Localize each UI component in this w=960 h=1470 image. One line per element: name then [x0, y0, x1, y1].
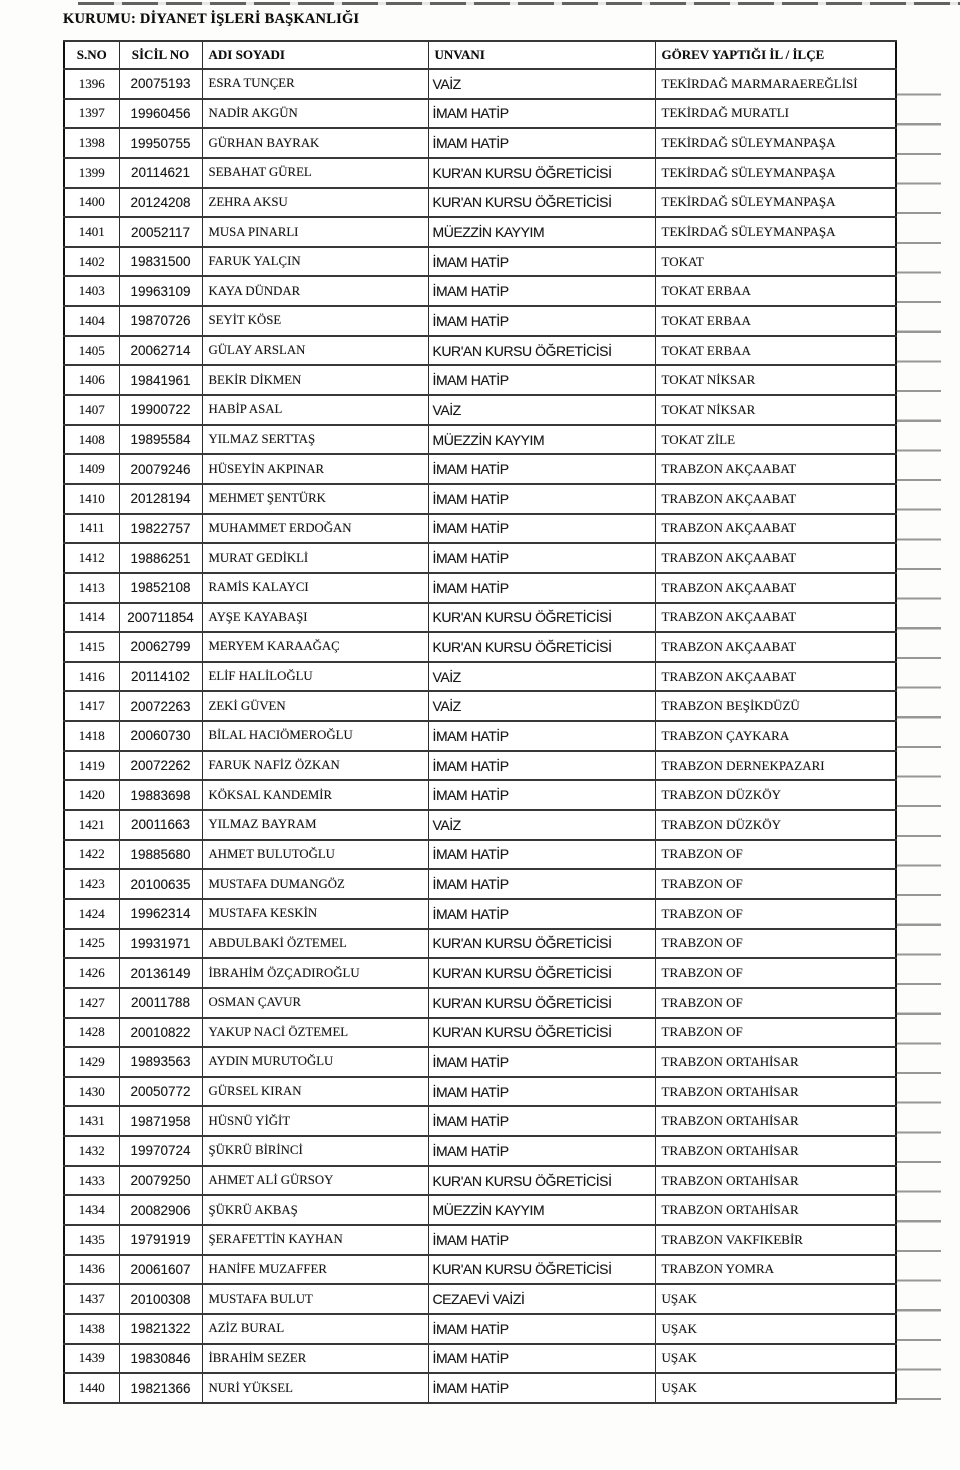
cell-sicil-no: 19886251	[119, 543, 202, 573]
cell-adi-soyadi: GÜRSEL KIRAN	[202, 1077, 428, 1107]
column-header-unvani: UNVANI	[428, 41, 655, 69]
cell-sno: 1424	[64, 899, 119, 929]
cell-unvani: İMAM HATİP	[428, 840, 655, 870]
cell-sno: 1414	[64, 603, 119, 633]
cell-unvani: KUR'AN KURSU ÖĞRETİCİSİ	[428, 188, 655, 218]
cell-sno: 1403	[64, 276, 119, 306]
cell-sno: 1422	[64, 840, 119, 870]
cell-adi-soyadi: KAYA DÜNDAR	[202, 276, 428, 306]
cell-sicil-no: 20072262	[119, 751, 202, 781]
cell-sicil-no: 19960456	[119, 99, 202, 129]
cell-sicil-no: 19893563	[119, 1047, 202, 1077]
cell-gorev-il-ilce: TOKAT ERBAA	[655, 276, 896, 306]
cell-sno: 1420	[64, 780, 119, 810]
cell-unvani: KUR'AN KURSU ÖĞRETİCİSİ	[428, 603, 655, 633]
cell-unvani: KUR'AN KURSU ÖĞRETİCİSİ	[428, 158, 655, 188]
table-row	[64, 543, 896, 573]
cell-sicil-no: 20100635	[119, 869, 202, 899]
cell-gorev-il-ilce: TOKAT ZİLE	[655, 425, 896, 455]
cell-unvani: İMAM HATİP	[428, 1077, 655, 1107]
cell-sno: 1417	[64, 691, 119, 721]
cell-gorev-il-ilce: TRABZON YOMRA	[655, 1255, 896, 1285]
cell-gorev-il-ilce: TRABZON VAKFIKEBİR	[655, 1225, 896, 1255]
cell-sno: 1398	[64, 128, 119, 158]
cell-gorev-il-ilce: TRABZON DÜZKÖY	[655, 780, 896, 810]
cell-adi-soyadi: KÖKSAL KANDEMİR	[202, 780, 428, 810]
cell-unvani: İMAM HATİP	[428, 306, 655, 336]
cell-sno: 1411	[64, 514, 119, 544]
table-row	[64, 1344, 896, 1374]
table-row	[64, 158, 896, 188]
cell-adi-soyadi: NURİ YÜKSEL	[202, 1373, 428, 1403]
table-row	[64, 840, 896, 870]
table-row	[64, 573, 896, 603]
cell-unvani: KUR'AN KURSU ÖĞRETİCİSİ	[428, 1166, 655, 1196]
cell-sno: 1410	[64, 484, 119, 514]
cell-unvani: MÜEZZİN KAYYIM	[428, 425, 655, 455]
cell-sicil-no: 20061607	[119, 1255, 202, 1285]
cell-unvani: İMAM HATİP	[428, 543, 655, 573]
cell-sno: 1426	[64, 958, 119, 988]
cell-sno: 1405	[64, 336, 119, 366]
cell-gorev-il-ilce: TRABZON AKÇAABAT	[655, 662, 896, 692]
personnel-table	[63, 40, 897, 1404]
cell-sicil-no: 19900722	[119, 395, 202, 425]
cell-adi-soyadi: ZEKİ GÜVEN	[202, 691, 428, 721]
cell-gorev-il-ilce: TOKAT ERBAA	[655, 336, 896, 366]
cell-sno: 1406	[64, 365, 119, 395]
cell-sicil-no: 19871958	[119, 1106, 202, 1136]
cell-unvani: MÜEZZİN KAYYIM	[428, 217, 655, 247]
cell-unvani: İMAM HATİP	[428, 899, 655, 929]
cell-sno: 1412	[64, 543, 119, 573]
cell-gorev-il-ilce: TRABZON ORTAHİSAR	[655, 1106, 896, 1136]
table-row	[64, 276, 896, 306]
cell-gorev-il-ilce: TRABZON ORTAHİSAR	[655, 1195, 896, 1225]
table-row	[64, 395, 896, 425]
table-row	[64, 751, 896, 781]
cell-unvani: KUR'AN KURSU ÖĞRETİCİSİ	[428, 632, 655, 662]
cell-adi-soyadi: FARUK NAFİZ ÖZKAN	[202, 751, 428, 781]
cell-adi-soyadi: ZEHRA AKSU	[202, 188, 428, 218]
column-header-adi-soyadi: ADI SOYADI	[202, 41, 428, 69]
cell-unvani: KUR'AN KURSU ÖĞRETİCİSİ	[428, 958, 655, 988]
cell-gorev-il-ilce: TRABZON ORTAHİSAR	[655, 1166, 896, 1196]
column-header-gorev-il-ilce: GÖREV YAPTIĞI İL / İLÇE	[655, 41, 896, 69]
cell-sno: 1436	[64, 1255, 119, 1285]
cell-gorev-il-ilce: TRABZON OF	[655, 988, 896, 1018]
cell-sno: 1440	[64, 1373, 119, 1403]
table-row	[64, 899, 896, 929]
cell-sicil-no: 19870726	[119, 306, 202, 336]
cell-unvani: KUR'AN KURSU ÖĞRETİCİSİ	[428, 1018, 655, 1048]
cell-gorev-il-ilce: UŞAK	[655, 1373, 896, 1403]
cell-sno: 1400	[64, 188, 119, 218]
table-row	[64, 484, 896, 514]
cell-gorev-il-ilce: TEKİRDAĞ SÜLEYMANPAŞA	[655, 188, 896, 218]
table-row	[64, 780, 896, 810]
cell-adi-soyadi: SEBAHAT GÜREL	[202, 158, 428, 188]
cell-sicil-no: 19895584	[119, 425, 202, 455]
table-row	[64, 662, 896, 692]
table-row	[64, 514, 896, 544]
cell-gorev-il-ilce: TRABZON ÇAYKARA	[655, 721, 896, 751]
cell-adi-soyadi: SEYİT KÖSE	[202, 306, 428, 336]
table-row	[64, 1018, 896, 1048]
cell-gorev-il-ilce: TRABZON DERNEKPAZARI	[655, 751, 896, 781]
cell-gorev-il-ilce: UŞAK	[655, 1344, 896, 1374]
cell-adi-soyadi: AZİZ BURAL	[202, 1314, 428, 1344]
cell-sno: 1428	[64, 1018, 119, 1048]
cell-sicil-no: 19841961	[119, 365, 202, 395]
cell-sicil-no: 20010822	[119, 1018, 202, 1048]
table-row	[64, 188, 896, 218]
table-row	[64, 1314, 896, 1344]
cell-sicil-no: 20136149	[119, 958, 202, 988]
cell-sno: 1421	[64, 810, 119, 840]
cell-sicil-no: 19885680	[119, 840, 202, 870]
cell-sno: 1423	[64, 869, 119, 899]
cell-gorev-il-ilce: TRABZON AKÇAABAT	[655, 603, 896, 633]
cell-gorev-il-ilce: UŞAK	[655, 1284, 896, 1314]
cell-unvani: KUR'AN KURSU ÖĞRETİCİSİ	[428, 1255, 655, 1285]
cell-sno: 1409	[64, 454, 119, 484]
cell-sno: 1418	[64, 721, 119, 751]
cell-sicil-no: 19791919	[119, 1225, 202, 1255]
table-row	[64, 1373, 896, 1403]
cell-adi-soyadi: YILMAZ SERTTAŞ	[202, 425, 428, 455]
table-row	[64, 810, 896, 840]
cell-unvani: İMAM HATİP	[428, 1344, 655, 1374]
cell-gorev-il-ilce: TRABZON AKÇAABAT	[655, 543, 896, 573]
cell-sicil-no: 19821366	[119, 1373, 202, 1403]
cell-sno: 1427	[64, 988, 119, 1018]
cell-sicil-no: 20114102	[119, 662, 202, 692]
table-row	[64, 958, 896, 988]
cell-unvani: İMAM HATİP	[428, 454, 655, 484]
cell-adi-soyadi: RAMİS KALAYCI	[202, 573, 428, 603]
cell-gorev-il-ilce: TEKİRDAĞ SÜLEYMANPAŞA	[655, 158, 896, 188]
cell-sicil-no: 19831500	[119, 247, 202, 277]
cell-sicil-no: 200711854	[119, 603, 202, 633]
cell-unvani: İMAM HATİP	[428, 1047, 655, 1077]
cell-adi-soyadi: YAKUP NACİ ÖZTEMEL	[202, 1018, 428, 1048]
cell-adi-soyadi: MEHMET ŞENTÜRK	[202, 484, 428, 514]
cell-gorev-il-ilce: TRABZON OF	[655, 958, 896, 988]
cell-sno: 1408	[64, 425, 119, 455]
cell-adi-soyadi: ŞERAFETTİN KAYHAN	[202, 1225, 428, 1255]
cell-sno: 1437	[64, 1284, 119, 1314]
cell-sno: 1404	[64, 306, 119, 336]
cell-sicil-no: 20052117	[119, 217, 202, 247]
table-row	[64, 365, 896, 395]
table-row	[64, 99, 896, 129]
table-row	[64, 247, 896, 277]
cell-sicil-no: 20128194	[119, 484, 202, 514]
cell-sno: 1402	[64, 247, 119, 277]
cell-adi-soyadi: ELİF HALİLOĞLU	[202, 662, 428, 692]
cell-gorev-il-ilce: UŞAK	[655, 1314, 896, 1344]
table-row	[64, 1106, 896, 1136]
cell-gorev-il-ilce: TRABZON BEŞİKDÜZÜ	[655, 691, 896, 721]
cell-sicil-no: 20050772	[119, 1077, 202, 1107]
table-row	[64, 128, 896, 158]
cell-sno: 1401	[64, 217, 119, 247]
cell-unvani: İMAM HATİP	[428, 247, 655, 277]
cell-unvani: VAİZ	[428, 662, 655, 692]
cell-sicil-no: 20060730	[119, 721, 202, 751]
cell-unvani: MÜEZZİN KAYYIM	[428, 1195, 655, 1225]
cell-sicil-no: 19963109	[119, 276, 202, 306]
table-row	[64, 929, 896, 959]
cell-adi-soyadi: NADİR AKGÜN	[202, 99, 428, 129]
cell-sicil-no: 20062714	[119, 336, 202, 366]
cell-sno: 1429	[64, 1047, 119, 1077]
cell-sicil-no: 19821322	[119, 1314, 202, 1344]
cell-adi-soyadi: YILMAZ BAYRAM	[202, 810, 428, 840]
table-row	[64, 1255, 896, 1285]
cell-sno: 1399	[64, 158, 119, 188]
cell-sicil-no: 20072263	[119, 691, 202, 721]
cell-adi-soyadi: MURAT GEDİKLİ	[202, 543, 428, 573]
cell-adi-soyadi: GÜLAY ARSLAN	[202, 336, 428, 366]
cell-unvani: İMAM HATİP	[428, 1106, 655, 1136]
table-row	[64, 306, 896, 336]
cell-adi-soyadi: FARUK YALÇIN	[202, 247, 428, 277]
cell-gorev-il-ilce: TRABZON OF	[655, 840, 896, 870]
cell-unvani: VAİZ	[428, 691, 655, 721]
cell-gorev-il-ilce: TRABZON OF	[655, 929, 896, 959]
cell-unvani: KUR'AN KURSU ÖĞRETİCİSİ	[428, 988, 655, 1018]
cell-unvani: İMAM HATİP	[428, 1136, 655, 1166]
cell-gorev-il-ilce: TRABZON DÜZKÖY	[655, 810, 896, 840]
cell-unvani: CEZAEVİ VAİZİ	[428, 1284, 655, 1314]
table-body	[64, 69, 896, 1403]
cell-sicil-no: 20124208	[119, 188, 202, 218]
table-row	[64, 336, 896, 366]
cell-sno: 1434	[64, 1195, 119, 1225]
cell-adi-soyadi: GÜRHAN BAYRAK	[202, 128, 428, 158]
document-title: KURUMU: DİYANET İŞLERİ BAŞKANLIĞI	[63, 11, 360, 27]
cell-sno: 1396	[64, 69, 119, 99]
cell-sno: 1407	[64, 395, 119, 425]
cell-unvani: İMAM HATİP	[428, 1314, 655, 1344]
cell-sicil-no: 19950755	[119, 128, 202, 158]
cell-gorev-il-ilce: TRABZON AKÇAABAT	[655, 484, 896, 514]
table-row	[64, 1047, 896, 1077]
table-header-row	[64, 41, 896, 69]
cell-sno: 1433	[64, 1166, 119, 1196]
cell-sicil-no: 20011788	[119, 988, 202, 1018]
cell-unvani: İMAM HATİP	[428, 514, 655, 544]
cell-sicil-no: 19962314	[119, 899, 202, 929]
cell-adi-soyadi: AHMET ALİ GÜRSOY	[202, 1166, 428, 1196]
cell-adi-soyadi: ŞÜKRÜ AKBAŞ	[202, 1195, 428, 1225]
table-row	[64, 425, 896, 455]
cell-adi-soyadi: BİLAL HACIÖMEROĞLU	[202, 721, 428, 751]
table-row	[64, 1195, 896, 1225]
cell-adi-soyadi: HANİFE MUZAFFER	[202, 1255, 428, 1285]
cell-adi-soyadi: MERYEM KARAAĞAÇ	[202, 632, 428, 662]
cell-adi-soyadi: MUSTAFA BULUT	[202, 1284, 428, 1314]
cell-adi-soyadi: ŞÜKRÜ BİRİNCİ	[202, 1136, 428, 1166]
cell-adi-soyadi: ABDULBAKİ ÖZTEMEL	[202, 929, 428, 959]
cell-adi-soyadi: MUSA PINARLI	[202, 217, 428, 247]
cell-sno: 1430	[64, 1077, 119, 1107]
cell-unvani: VAİZ	[428, 395, 655, 425]
cell-sno: 1431	[64, 1106, 119, 1136]
cell-sicil-no: 20075193	[119, 69, 202, 99]
cell-adi-soyadi: MUSTAFA DUMANGÖZ	[202, 869, 428, 899]
table-row	[64, 869, 896, 899]
table-row	[64, 1284, 896, 1314]
table-row	[64, 603, 896, 633]
cell-gorev-il-ilce: TRABZON OF	[655, 899, 896, 929]
cell-sicil-no: 19830846	[119, 1344, 202, 1374]
cell-sno: 1397	[64, 99, 119, 129]
table-row	[64, 69, 896, 99]
table-row	[64, 988, 896, 1018]
scan-artifact-top-line	[78, 2, 960, 5]
cell-sicil-no: 19852108	[119, 573, 202, 603]
column-header-sno: S.NO	[64, 41, 119, 69]
cell-sno: 1439	[64, 1344, 119, 1374]
cell-sicil-no: 19931971	[119, 929, 202, 959]
cell-unvani: İMAM HATİP	[428, 869, 655, 899]
cell-gorev-il-ilce: TRABZON AKÇAABAT	[655, 454, 896, 484]
cell-unvani: İMAM HATİP	[428, 276, 655, 306]
cell-adi-soyadi: İBRAHİM ÖZÇADIROĞLU	[202, 958, 428, 988]
cell-unvani: KUR'AN KURSU ÖĞRETİCİSİ	[428, 336, 655, 366]
cell-adi-soyadi: İBRAHİM SEZER	[202, 1344, 428, 1374]
table-row	[64, 691, 896, 721]
table-row	[64, 632, 896, 662]
cell-gorev-il-ilce: TRABZON AKÇAABAT	[655, 514, 896, 544]
cell-gorev-il-ilce: TRABZON ORTAHİSAR	[655, 1047, 896, 1077]
cell-sno: 1438	[64, 1314, 119, 1344]
scan-artifact-line-bleed	[895, 66, 941, 1403]
cell-gorev-il-ilce: TEKİRDAĞ MURATLI	[655, 99, 896, 129]
table-row	[64, 1136, 896, 1166]
cell-sicil-no: 20011663	[119, 810, 202, 840]
cell-sicil-no: 19822757	[119, 514, 202, 544]
cell-sno: 1425	[64, 929, 119, 959]
cell-sno: 1416	[64, 662, 119, 692]
cell-adi-soyadi: AYŞE KAYABAŞI	[202, 603, 428, 633]
cell-unvani: İMAM HATİP	[428, 1225, 655, 1255]
cell-sicil-no: 20114621	[119, 158, 202, 188]
cell-unvani: VAİZ	[428, 69, 655, 99]
cell-sicil-no: 20062799	[119, 632, 202, 662]
cell-unvani: İMAM HATİP	[428, 751, 655, 781]
cell-gorev-il-ilce: TOKAT ERBAA	[655, 306, 896, 336]
cell-sicil-no: 19970724	[119, 1136, 202, 1166]
cell-adi-soyadi: MUHAMMET ERDOĞAN	[202, 514, 428, 544]
cell-gorev-il-ilce: TEKİRDAĞ SÜLEYMANPAŞA	[655, 217, 896, 247]
cell-sno: 1419	[64, 751, 119, 781]
cell-sicil-no: 20100308	[119, 1284, 202, 1314]
cell-unvani: İMAM HATİP	[428, 99, 655, 129]
cell-sicil-no: 19883698	[119, 780, 202, 810]
cell-adi-soyadi: HÜSNÜ YİĞİT	[202, 1106, 428, 1136]
table-row	[64, 1166, 896, 1196]
column-header-sicil-no: SİCİL NO	[119, 41, 202, 69]
cell-adi-soyadi: BEKİR DİKMEN	[202, 365, 428, 395]
cell-sicil-no: 20079246	[119, 454, 202, 484]
cell-sicil-no: 20079250	[119, 1166, 202, 1196]
cell-gorev-il-ilce: TEKİRDAĞ MARMARAEREĞLİSİ	[655, 69, 896, 99]
cell-adi-soyadi: HÜSEYİN AKPINAR	[202, 454, 428, 484]
cell-unvani: İMAM HATİP	[428, 365, 655, 395]
cell-unvani: İMAM HATİP	[428, 484, 655, 514]
cell-adi-soyadi: ESRA TUNÇER	[202, 69, 428, 99]
cell-adi-soyadi: OSMAN ÇAVUR	[202, 988, 428, 1018]
table-row	[64, 721, 896, 751]
cell-sno: 1432	[64, 1136, 119, 1166]
cell-unvani: KUR'AN KURSU ÖĞRETİCİSİ	[428, 929, 655, 959]
cell-adi-soyadi: AHMET BULUTOĞLU	[202, 840, 428, 870]
cell-adi-soyadi: AYDIN MURUTOĞLU	[202, 1047, 428, 1077]
cell-gorev-il-ilce: TRABZON AKÇAABAT	[655, 632, 896, 662]
cell-unvani: İMAM HATİP	[428, 780, 655, 810]
cell-gorev-il-ilce: TRABZON OF	[655, 1018, 896, 1048]
cell-unvani: İMAM HATİP	[428, 721, 655, 751]
table-row	[64, 1077, 896, 1107]
cell-gorev-il-ilce: TOKAT NİKSAR	[655, 395, 896, 425]
table-row	[64, 1225, 896, 1255]
cell-gorev-il-ilce: TRABZON ORTAHİSAR	[655, 1136, 896, 1166]
cell-sicil-no: 20082906	[119, 1195, 202, 1225]
cell-gorev-il-ilce: TOKAT	[655, 247, 896, 277]
cell-unvani: İMAM HATİP	[428, 1373, 655, 1403]
cell-gorev-il-ilce: TEKİRDAĞ SÜLEYMANPAŞA	[655, 128, 896, 158]
cell-gorev-il-ilce: TRABZON ORTAHİSAR	[655, 1077, 896, 1107]
cell-unvani: VAİZ	[428, 810, 655, 840]
table-row	[64, 454, 896, 484]
cell-adi-soyadi: MUSTAFA KESKİN	[202, 899, 428, 929]
table-row	[64, 217, 896, 247]
cell-unvani: İMAM HATİP	[428, 573, 655, 603]
cell-sno: 1413	[64, 573, 119, 603]
cell-gorev-il-ilce: TRABZON AKÇAABAT	[655, 573, 896, 603]
cell-gorev-il-ilce: TRABZON OF	[655, 869, 896, 899]
cell-adi-soyadi: HABİP ASAL	[202, 395, 428, 425]
cell-sno: 1435	[64, 1225, 119, 1255]
cell-sno: 1415	[64, 632, 119, 662]
cell-unvani: İMAM HATİP	[428, 128, 655, 158]
cell-gorev-il-ilce: TOKAT NİKSAR	[655, 365, 896, 395]
